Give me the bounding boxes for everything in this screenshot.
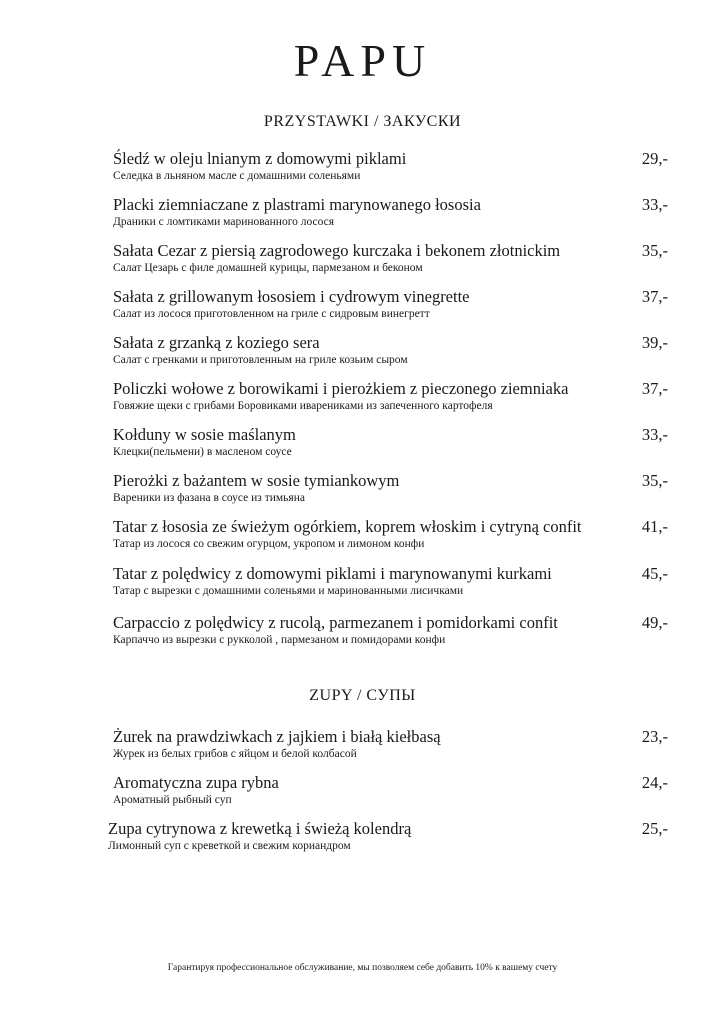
item-name: Sałata z grzanką z koziego sera bbox=[113, 333, 320, 352]
item-name: Zupa cytrynowa z krewetką i świeżą kolendrą bbox=[108, 819, 412, 838]
item-name: Aromatyczna zupa rybna bbox=[113, 773, 279, 792]
menu-item bbox=[113, 773, 668, 808]
item-price: 24,- bbox=[641, 773, 668, 792]
item-price: 35,- bbox=[641, 241, 668, 260]
item-translation: Селедка в льняном масле с домашними соленьями bbox=[113, 170, 361, 182]
item-name: Placki ziemniaczane z plastrami marynowanego łososia bbox=[113, 195, 481, 214]
item-translation: Карпаччо из вырезки с рукколой , пармезаном и помидорами конфи bbox=[113, 634, 446, 646]
menu-item bbox=[113, 727, 668, 762]
menu-item bbox=[113, 287, 668, 322]
menu-item bbox=[113, 425, 668, 460]
item-translation: Драники с ломтиками маринованного лосося bbox=[113, 216, 335, 228]
item-name: Żurek na prawdziwkach z jajkiem i białą kiełbasą bbox=[113, 727, 441, 746]
menu-item bbox=[113, 149, 668, 184]
item-translation: Лимонный суп с креветкой и свежим кориандром bbox=[108, 840, 351, 852]
item-name: Pierożki z bażantem w sosie tymiankowym bbox=[113, 471, 400, 490]
menu-item bbox=[113, 471, 668, 506]
item-translation: Ароматный рыбный суп bbox=[113, 794, 232, 806]
item-translation: Говяжие щеки с грибами Боровиками иварениками из запеченного картофеля bbox=[113, 400, 493, 412]
item-price: 23,- bbox=[641, 727, 668, 746]
section-title-soups: ZUPY / СУПЫ bbox=[309, 687, 416, 704]
item-price: 41,- bbox=[641, 517, 668, 536]
service-charge-note: Гарантируя профессиональное обслуживание, мы позволяем себе добавить 10% к вашему счету bbox=[167, 963, 558, 973]
item-price: 37,- bbox=[641, 379, 668, 398]
item-translation: Журек из белых грибов с яйцом и белой колбасой bbox=[113, 748, 357, 760]
item-name: Sałata Cezar z piersią zagrodowego kurczaka i bekonem złotnickim bbox=[113, 241, 561, 260]
menu-item bbox=[113, 564, 668, 599]
item-price: 33,- bbox=[641, 195, 668, 214]
item-name: Tatar z łososia ze świeżym ogórkiem, koprem włoskim i cytryną confit bbox=[113, 517, 582, 536]
menu-item bbox=[113, 379, 668, 414]
item-price: 45,- bbox=[641, 564, 668, 583]
item-price: 33,- bbox=[641, 425, 668, 444]
menu-item bbox=[113, 333, 668, 368]
menu-item bbox=[113, 517, 668, 552]
item-price: 49,- bbox=[641, 613, 668, 632]
menu-item bbox=[113, 613, 668, 648]
item-translation: Салат Цезарь с филе домашней курицы, пармезаном и беконом bbox=[113, 262, 423, 274]
item-translation: Вареники из фазана в соусе из тимьяна bbox=[113, 492, 305, 504]
item-price: 29,- bbox=[641, 149, 668, 168]
item-name: Sałata z grillowanym łososiem i cydrowym vinegrette bbox=[113, 287, 470, 306]
section-title-appetizers: PRZYSTAWKI / ЗАКУСКИ bbox=[263, 113, 462, 130]
item-price: 39,- bbox=[641, 333, 668, 352]
item-name: Tatar z polędwicy z domowymi piklami i marynowanymi kurkami bbox=[113, 564, 552, 583]
item-price: 35,- bbox=[641, 471, 668, 490]
item-translation: Салат с гренками и приготовленным на гриле козьим сыром bbox=[113, 354, 408, 366]
item-translation: Клецки(пельмени) в масленом соусе bbox=[113, 446, 292, 458]
item-price: 25,- bbox=[641, 819, 668, 838]
menu-item bbox=[113, 195, 668, 230]
item-translation: Татар из лосося со свежим огурцом, укропом и лимоном конфи bbox=[113, 538, 425, 550]
item-name: Śledź w oleju lnianym z domowymi piklami bbox=[113, 149, 407, 168]
restaurant-title: PAPU bbox=[293, 35, 432, 86]
item-translation: Татар с вырезки с домашними соленьями и маринованными лисичками bbox=[113, 585, 464, 597]
item-translation: Салат из лосося приготовленном на гриле с сидровым винегретт bbox=[113, 308, 430, 320]
menu-item bbox=[108, 819, 668, 854]
item-name: Carpaccio z polędwicy z rucolą, parmezanem i pomidorkami confit bbox=[113, 613, 558, 632]
item-price: 37,- bbox=[641, 287, 668, 306]
menu-item bbox=[113, 241, 668, 276]
item-name: Kołduny w sosie maślanym bbox=[113, 425, 296, 444]
item-name: Policzki wołowe z borowikami i pierożkiem z pieczonego ziemniaka bbox=[113, 379, 569, 398]
